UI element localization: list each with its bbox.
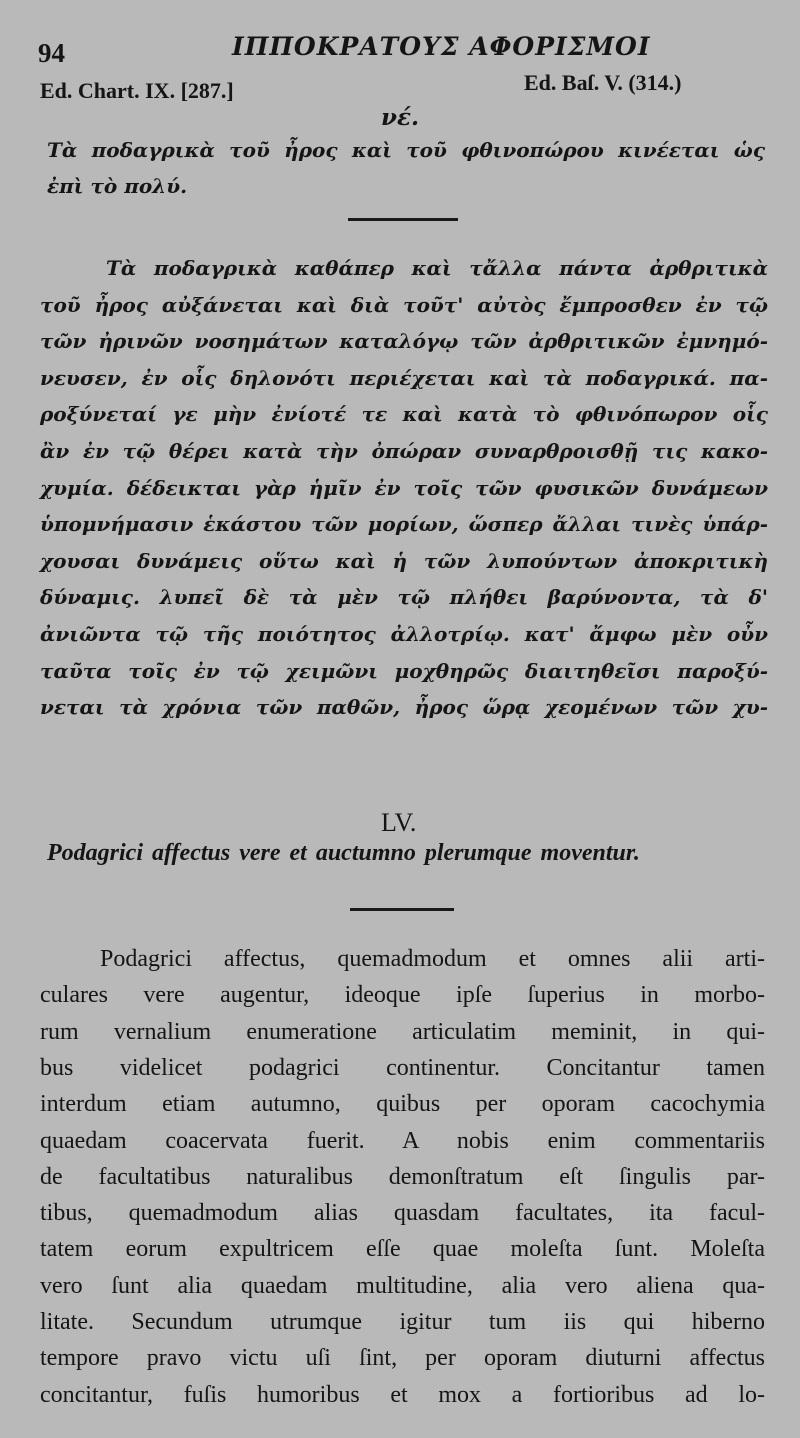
text-line: tatem eorum expultricem eſſe quae moleſta ſunt. Moleſta <box>40 1236 765 1263</box>
text-line: νευσεν, ἐν οἷς δηλονότι περιέχεται καὶ τὰ ποδαγρικά. πα- <box>40 365 768 390</box>
text-line: ἐπὶ τὸ πολύ. <box>47 174 188 198</box>
text-line: Τὰ ποδαγρικὰ καθάπερ καὶ τἄλλα πάντα ἀρθριτικὰ <box>106 256 768 280</box>
text-line: tibus, quemadmodum alias quasdam facultates, ita facul- <box>40 1200 765 1227</box>
text-line: bus videlicet podagrici continentur. Concitantur tamen <box>40 1054 765 1081</box>
text-line: ἂν ἐν τῷ θέρει κατὰ τὴν ὀπώραν συναρθροισθῇ τις κακο- <box>40 439 768 463</box>
text-line: interdum etiam autumno, quibus per oporam cacochymia <box>40 1091 765 1118</box>
edition-ref-left: Ed. Chart. IX. [287.] <box>40 78 234 103</box>
running-title: ΙΠΠΟΚΡΑΤΟΥΣ ΑΦΟΡΙΣΜΟΙ <box>232 32 651 61</box>
text-line: de facultatibus naturalibus demonſtratum eſt ſingulis par- <box>40 1163 765 1190</box>
divider-rule <box>350 908 454 911</box>
text-line: culares vere augentur, ideoque ipſe ſuperius in morbo- <box>40 982 765 1009</box>
text-line: τοῦ ἦρος αὐξάνεται καὶ διὰ τοῦτ' αὐτὸς ἔμπροσθεν ἐν τῷ <box>40 292 768 317</box>
text-line: quaedam coacervata fuerit. A nobis enim commentariis <box>40 1127 765 1154</box>
page-number: 94 <box>38 38 65 68</box>
edition-ref-right: Ed. Baſ. V. (314.) <box>524 70 682 95</box>
text-line: concitantur, fuſis humoribus et mox a fortioribus ad lo- <box>40 1381 765 1408</box>
greek-section-number: νέ. <box>381 104 419 131</box>
text-line: ὑπομνήμασιν ἑκάστου τῶν μορίων, ὥσπερ ἄλλαι τινὲς ὑπάρ- <box>40 512 768 537</box>
text-line: rum vernalium enumeratione articulatim meminit, in qui- <box>40 1018 765 1045</box>
text-line: νεται τὰ χρόνια τῶν παθῶν, ἦρος ὥρᾳ χεομένων τῶν χυ- <box>40 695 768 720</box>
text-line: χυμία. δέδεικται γὰρ ἡμῖν ἐν τοῖς τῶν φυσικῶν δυνάμεων <box>40 475 768 500</box>
text-line: ταῦτα τοῖς ἐν τῷ χειμῶνι μοχθηρῶς διαιτηθεῖσι παροξύ- <box>40 658 768 683</box>
latin-aphorism: Podagrici affectus vere et auctumno plerumque moventur. <box>47 840 640 866</box>
text-line: τῶν ἠρινῶν νοσημάτων καταλόγῳ τῶν ἀρθριτικῶν ἐμνημό- <box>40 329 768 354</box>
text-line: Τὰ ποδαγρικὰ τοῦ ἦρος καὶ τοῦ φθινοπώρου κινέεται ὡς <box>47 138 765 162</box>
text-line: ροξύνεταί γε μὴν ἐνίοτέ τε καὶ κατὰ τὸ φθινόπωρον οἷς <box>40 402 768 427</box>
text-line: vero ſunt alia quaedam multitudine, alia vero aliena qua- <box>40 1272 765 1299</box>
text-line: tempore pravo victu uſi ſint, per oporam diuturni affectus <box>40 1345 765 1372</box>
text-line: χουσαι δυνάμεις οὕτω καὶ ἡ τῶν λυπούντων ἀποκριτικὴ <box>40 548 768 573</box>
text-line: δύναμις. λυπεῖ δὲ τὰ μὲν τῷ πλήθει βαρύνοντα, τὰ δ' <box>40 585 768 610</box>
text-line: Podagrici affectus, quemadmodum et omnes alii arti- <box>100 946 765 972</box>
text-line: litate. Secundum utrumque igitur tum iis qui hiberno <box>40 1309 765 1335</box>
text-line: ἀνιῶντα τῷ τῆς ποιότητος ἀλλοτρίῳ. κατ' ἄμφω μὲν οὖν <box>40 622 768 646</box>
latin-section-number: LV. <box>381 808 417 837</box>
divider-rule <box>348 218 458 221</box>
